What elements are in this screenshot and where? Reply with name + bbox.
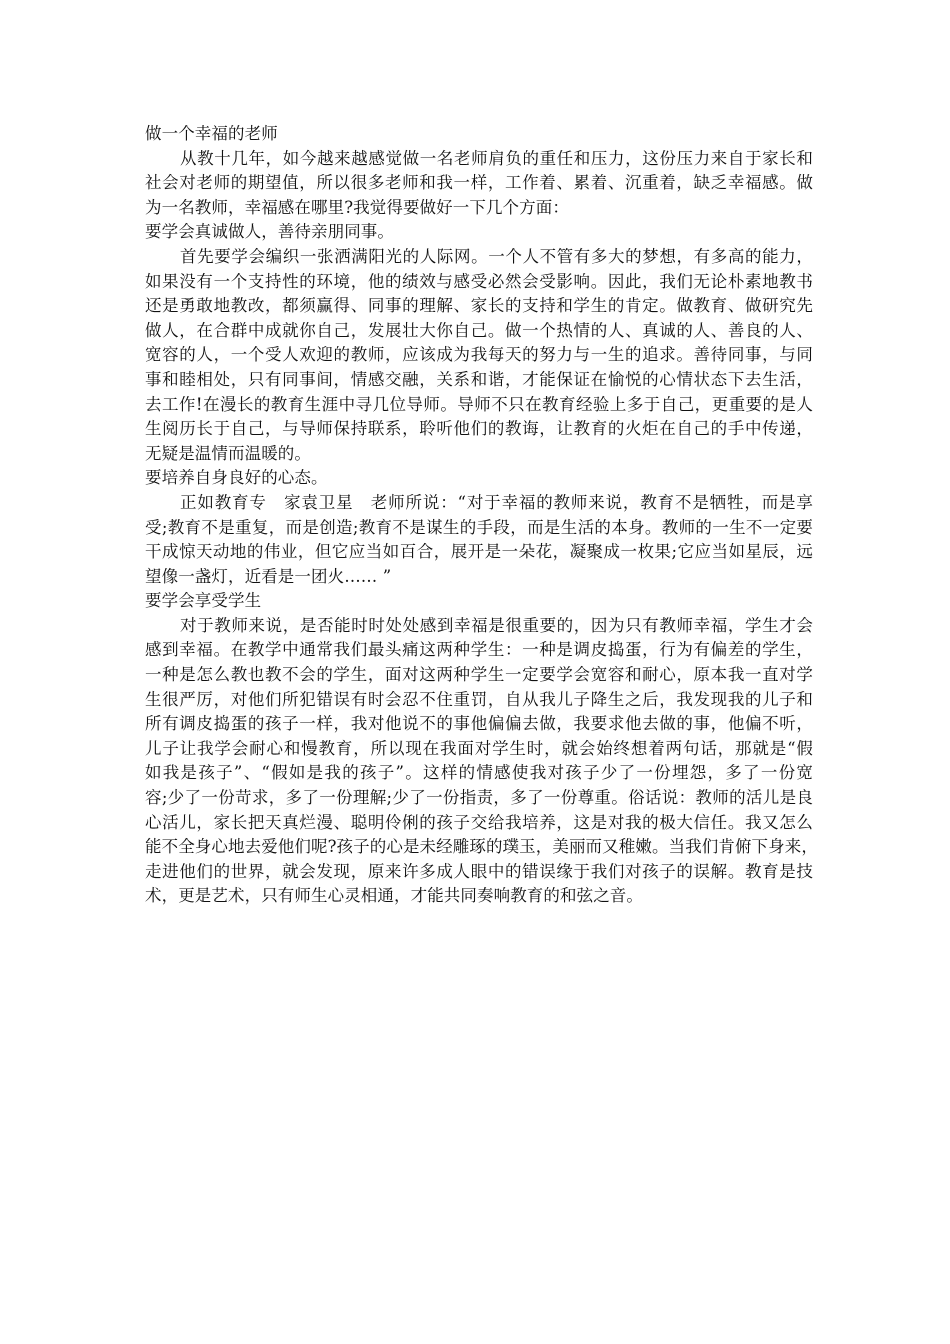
paragraph-line: 如果没有一个支持性的环境，他的绩效与感受必然会受影响。因此，我们无论朴素地教书	[145, 271, 813, 291]
heading-text: 要学会真诚做人，善待亲朋同事。	[145, 222, 394, 242]
document-page	[145, 122, 818, 909]
paragraph-line: 从教十几年，如今越来越感觉做一名老师肩负的重任和压力，这份压力来自于家长和	[180, 148, 813, 168]
paragraph-line: 首先要学会编织一张洒满阳光的人际网。一个人不管有多大的梦想，有多高的能力，	[180, 246, 813, 266]
paragraph-line: 受;教育不是重复，而是创造;教育不是谋生的手段，而是生活的本身。教师的一生不一定要	[145, 517, 813, 537]
paragraph-line: 正如教育专 家袁卫星 老师所说：“对于幸福的教师来说，教育不是牺牲，而是享	[180, 492, 813, 512]
heading-text: 要学会享受学生	[145, 591, 262, 611]
paragraph	[145, 491, 813, 589]
document-title: 做一个幸福的老师	[145, 124, 278, 143]
paragraph-line: 如我是孩子”、“假如是我的孩子”。这样的情感使我对孩子少了一份埋怨，多了一份宽	[145, 763, 813, 783]
section-heading	[145, 220, 813, 245]
section-heading	[145, 466, 813, 491]
paragraph-line: 事和睦相处，只有同事间，情感交融，关系和谐，才能保证在愉悦的心情状态下去生活，	[145, 369, 813, 389]
paragraph-line: 还是勇敢地教改，都须赢得、同事的理解、家长的支持和学生的肯定。做教育、做研究先	[145, 296, 813, 316]
paragraph-line: 对于教师来说，是否能时时处处感到幸福是很重要的，因为只有教师幸福，学生才会	[180, 615, 813, 635]
paragraph-line: 生很严厉，对他们所犯错误有时会忍不住重罚，自从我儿子降生之后，我发现我的儿子和	[145, 689, 813, 709]
paragraph-line: 术，更是艺术，只有师生心灵相通，才能共同奏响教育的和弦之音。	[145, 886, 643, 906]
heading-text: 要培养自身良好的心态。	[145, 468, 328, 488]
paragraph-line: 去工作!在漫长的教育生涯中寻几位导师。导师不只在教育经验上多于自己，更重要的是人	[145, 394, 813, 414]
paragraph-line: 一种是怎么教也教不会的学生，面对这两种学生一定要学会宽容和耐心，原本我一直对学	[145, 665, 813, 685]
paragraph-line: 宽容的人，一个受人欢迎的教师，应该成为我每天的努力与一生的追求。善待同事，与同	[145, 345, 813, 365]
paragraph	[145, 147, 813, 221]
paragraph-line: 感到幸福。在教学中通常我们最头痛这两种学生：一种是调皮捣蛋，行为有偏差的学生，	[145, 640, 813, 660]
paragraph-line: 为一名教师，幸福感在哪里?我觉得要做好一下几个方面：	[145, 197, 569, 217]
paragraph-line: 生阅历长于自己，与导师保持联系，聆听他们的教诲，让教育的火炬在自己的手中传递，	[145, 419, 813, 439]
document-body	[145, 147, 818, 909]
paragraph-line: 无疑是温情而温暖的。	[145, 443, 311, 463]
paragraph-line: 走进他们的世界，就会发现，原来许多成人眼中的错误缘于我们对孩子的误解。教育是技	[145, 861, 813, 881]
paragraph	[145, 614, 818, 909]
paragraph-line: 心活儿，家长把天真烂漫、聪明伶俐的孩子交给我培养，这是对我的极大信任。我又怎么	[145, 812, 813, 832]
paragraph-line: 容;少了一份苛求，多了一份理解;少了一份指责，多了一份尊重。俗话说：教师的活儿是良	[145, 788, 813, 808]
paragraph-line: 做人，在合群中成就你自己，发展壮大你自己。做一个热情的人、真诚的人、善良的人、	[145, 320, 813, 340]
paragraph-line: 干成惊天动地的伟业，但它应当如百合，展开是一朵花，凝聚成一枚果;它应当如星辰，远	[145, 542, 813, 562]
paragraph	[145, 245, 813, 466]
section-heading	[145, 589, 813, 614]
paragraph-line: 望像一盏灯，近看是一团火…… ”	[145, 566, 392, 586]
paragraph-line: 所有调皮捣蛋的孩子一样，我对他说不的事他偏偏去做，我要求他去做的事，他偏不听，	[145, 714, 813, 734]
paragraph-line: 儿子让我学会耐心和慢教育，所以现在我面对学生时，就会始终想着两句话，那就是“假	[145, 738, 813, 758]
paragraph-line: 社会对老师的期望值，所以很多老师和我一样，工作着、累着、沉重着，缺乏幸福感。做	[145, 173, 813, 193]
paragraph-line: 能不全身心地去爱他们呢?孩子的心是未经雕琢的璞玉，美丽而又稚嫩。当我们肯俯下身来，	[145, 837, 818, 857]
